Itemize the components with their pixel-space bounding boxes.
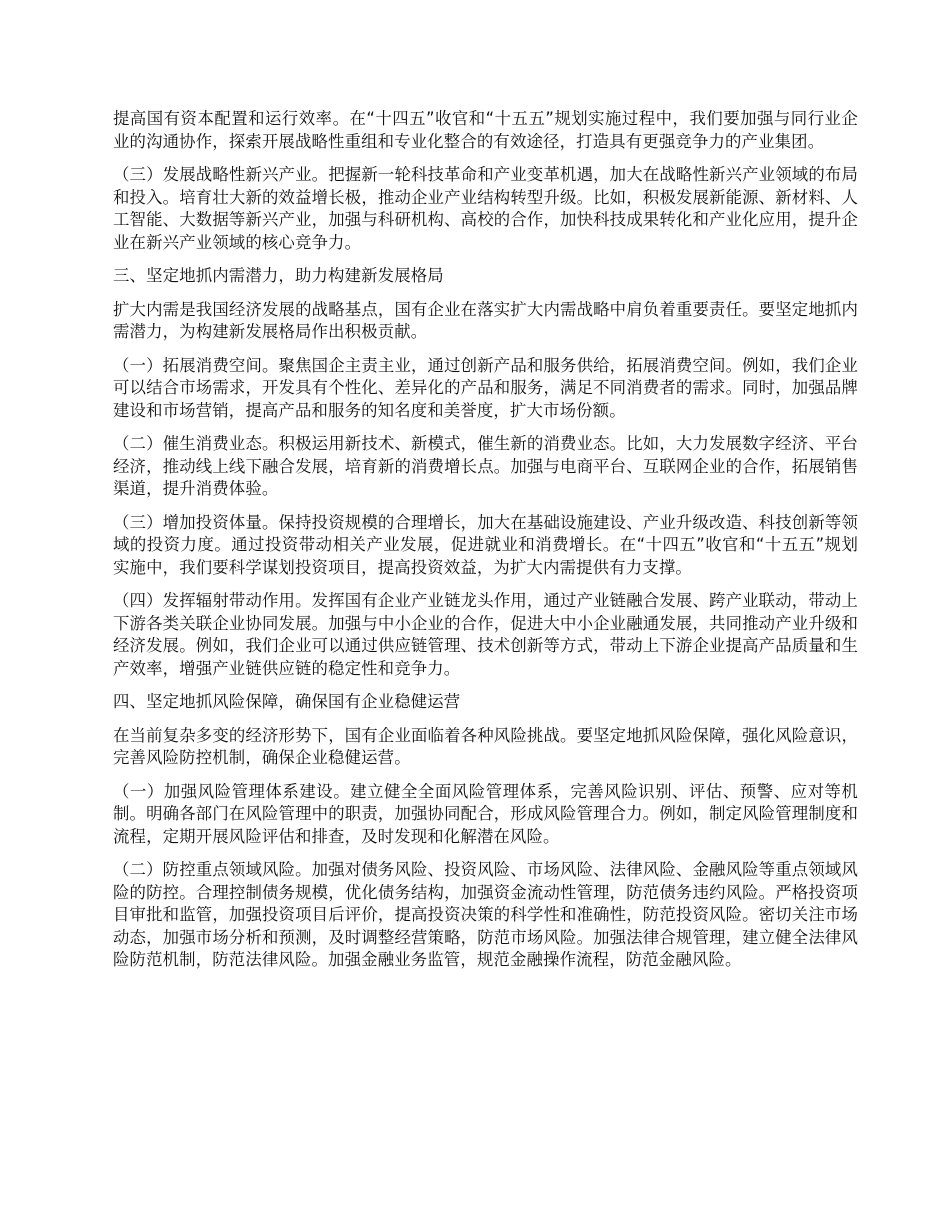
paragraph-expand-consumption: （一）拓展消费空间。聚焦国企主责主业，通过创新产品和服务供给，拓展消费空间。例如，我们企业可以结合市场需求，开发具有个性化、差异化的产品和服务，满足不同消费者的需求。同时，加强品牌建设和市场营销，提高产品和服务的知名度和美誉度，扩大市场份额。	[113, 355, 858, 420]
paragraph-investment-volume: （三）增加投资体量。保持投资规模的合理增长，加大在基础设施建设、产业升级改造、科技创新等领域的投资力度。通过投资带动相关产业发展，促进就业和消费增长。在“十四五”收官和“十五五”规划实施中，我们要科学谋划投资项目，提高投资效益，为扩大内需提供有力支撑。	[113, 512, 858, 577]
paragraph-risk-system: （一）加强风险管理体系建设。建立健全全面风险管理体系，完善风险识别、评估、预警、应对等机制。明确各部门在风险管理中的职责，加强协同配合，形成风险管理合力。例如，制定风险管理制度和流程，定期开展风险评估和排查，及时发现和化解潜在风险。	[113, 781, 858, 846]
document-page	[113, 108, 858, 983]
paragraph-intro-continuation: 提高国有资本配置和运行效率。在“十四五”收官和“十五五”规划实施过程中，我们要加强与同行业企业的沟通协作，探索开展战略性重组和专业化整合的有效途径，打造具有更强竞争力的产业集团。	[113, 109, 858, 151]
section-heading-domestic-demand: 三、坚定地抓内需潜力，助力构建新发展格局	[113, 266, 444, 285]
section-heading-risk-guarantee: 四、坚定地抓风险保障，确保国有企业稳健运营	[113, 692, 461, 711]
paragraph-key-area-risks: （二）防控重点领域风险。加强对债务风险、投资风险、市场风险、法律风险、金融风险等重点领域风险的防控。合理控制债务规模，优化债务结构，加强资金流动性管理，防范债务违约风险。严格投资项目审批和监管，加强投资项目后评价，提高投资决策的科学性和准确性，防范投资风险。密切关注市场动态，加强市场分析和预测，及时调整经营策略，防范市场风险。加强法律合规管理，建立健全法律风险防范机制，防范法律风险。加强金融业务监管，规范金融操作流程，防范金融风险。	[113, 860, 858, 969]
paragraph-consumption-formats: （二）催生消费业态。积极运用新技术、新模式，催生新的消费业态。比如，大力发展数字经济、平台经济，推动线上线下融合发展，培育新的消费增长点。加强与电商平台、互联网企业的合作，拓展销售渠道，提升消费体验。	[113, 434, 858, 498]
paragraph-radiation-effect: （四）发挥辐射带动作用。发挥国有企业产业链龙头作用，通过产业链融合发展、跨产业联动，带动上下游各类关联企业协同发展。加强与中小企业的合作，促进大中小企业融通发展，共同推动产业升级和经济发展。例如，我们企业可以通过供应链管理、技术创新等方式，带动上下游企业提高产品质量和生产效率，增强产业链供应链的稳定性和竞争力。	[113, 591, 858, 678]
paragraph-domestic-demand-intro: 扩大内需是我国经济发展的战略基点，国有企业在落实扩大内需战略中肩负着重要责任。要坚定地抓内需潜力，为构建新发展格局作出积极贡献。	[113, 299, 858, 341]
paragraph-risk-intro: 在当前复杂多变的经济形势下，国有企业面临着各种风险挑战。要坚定地抓风险保障，强化风险意识，完善风险防控机制，确保企业稳健运营。	[113, 725, 858, 767]
paragraph-emerging-industries: （三）发展战略性新兴产业。把握新一轮科技革命和产业变革机遇，加大在战略性新兴产业领域的布局和投入。培育壮大新的效益增长极，推动企业产业结构转型升级。比如，积极发展新能源、新材料、人工智能、大数据等新兴产业，加强与科研机构、高校的合作，加快科技成果转化和产业化应用，提升企业在新兴产业领域的核心竞争力。	[113, 165, 858, 252]
